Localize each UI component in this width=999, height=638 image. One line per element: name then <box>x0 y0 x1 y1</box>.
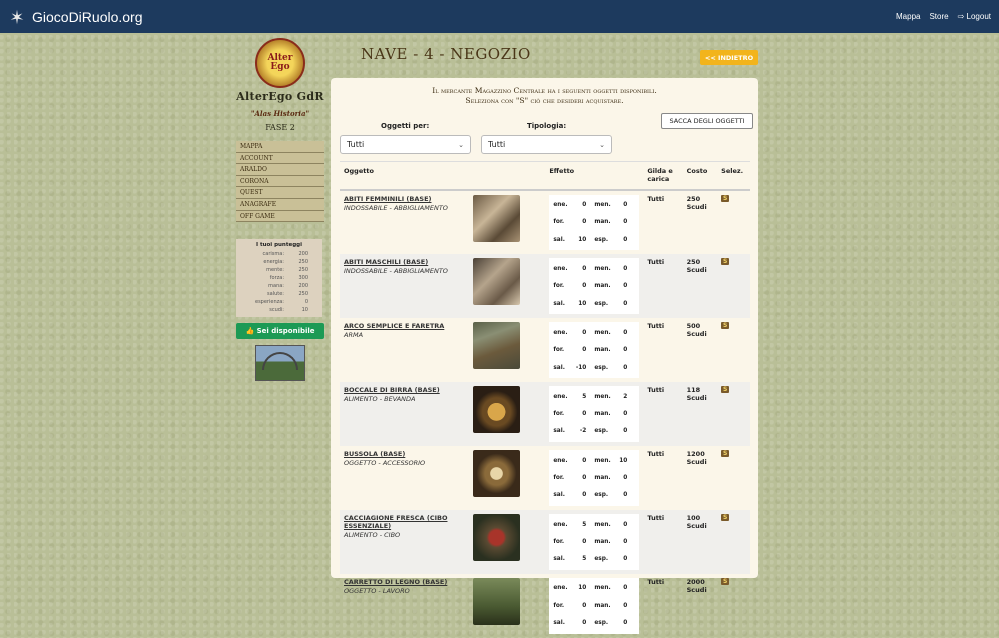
effect-value: 0 <box>623 411 628 418</box>
effect-label: sal. <box>553 364 565 371</box>
item-type: INDOSSABILE - ABBIGLIAMENTO <box>344 267 448 276</box>
filter-type-value: Tutti <box>488 140 506 149</box>
effect-label: man. <box>594 347 611 354</box>
effect-label: esp. <box>594 364 609 371</box>
item-gilda: Tutti <box>643 254 682 318</box>
item-type: ALIMENTO - CIBO <box>344 530 401 539</box>
page-title: NAVE - 4 - NEGOZIO <box>361 45 531 63</box>
point-row <box>238 282 320 290</box>
sidebar-item-mappa[interactable]: MAPPA <box>236 141 324 153</box>
item-name-link[interactable]: BUSSOLA (BASE) <box>344 450 406 459</box>
point-label: energia: <box>263 259 284 266</box>
alterego-logo <box>255 38 305 88</box>
effect-label: ene. <box>553 457 568 464</box>
effect-label: men. <box>594 202 611 209</box>
effect-label: for. <box>553 411 565 418</box>
item-select-cell <box>717 382 750 446</box>
point-row <box>238 250 320 258</box>
effect-label: ene. <box>553 329 568 336</box>
buy-s-icon[interactable]: S <box>723 513 728 521</box>
effect-label: men. <box>594 266 611 273</box>
point-value: 10 <box>301 307 308 314</box>
effect-label: esp. <box>594 492 609 499</box>
intro-line-2: Seleziona con "S" ciò che desideri acquistare. <box>465 96 624 105</box>
item-name-link[interactable]: ARCO SEMPLICE E FARETRA <box>344 322 445 331</box>
nav-logout-label: Logout <box>966 12 991 21</box>
item-cost: 100 Scudi <box>683 510 718 574</box>
effect-value: 0 <box>623 620 628 627</box>
points-box <box>236 239 322 317</box>
nav-mappa-link[interactable]: Mappa <box>896 12 921 21</box>
item-cell <box>340 254 469 318</box>
item-select-cell <box>717 254 750 318</box>
effect-box <box>549 514 639 570</box>
item-type: INDOSSABILE - ABBIGLIAMENTO <box>344 203 448 212</box>
buy-s-icon[interactable]: S <box>723 577 728 585</box>
item-effect-cell <box>545 190 643 255</box>
item-image-cell <box>469 446 545 510</box>
effect-value: 0 <box>623 538 628 545</box>
point-row <box>238 274 320 282</box>
item-type: OGGETTO - ACCESSORIO <box>344 459 426 468</box>
item-effect-cell <box>545 318 643 382</box>
game-subtitle: "Alas Historia" <box>250 109 310 118</box>
table-row <box>340 574 750 638</box>
thumbs-up-icon: 👍 <box>245 327 255 336</box>
effect-label: men. <box>594 329 611 336</box>
effect-value: 10 <box>619 457 628 464</box>
item-name-link[interactable]: ABITI MASCHILI (BASE) <box>344 258 429 267</box>
effect-value: 5 <box>582 556 587 563</box>
item-thumbnail[interactable] <box>473 578 520 625</box>
intro-line-1: Il mercante Magazzino Centrale ha i seguenti oggetti disponibili. <box>432 86 657 95</box>
effect-value: 0 <box>582 538 587 545</box>
point-value: 200 <box>298 283 308 290</box>
effect-box <box>549 322 639 378</box>
effect-label: men. <box>594 585 611 592</box>
effect-value: 10 <box>578 585 587 592</box>
item-thumbnail[interactable] <box>473 258 520 305</box>
item-gilda: Tutti <box>647 577 665 586</box>
item-cell <box>340 446 469 510</box>
item-cost: 2000 Scudi <box>686 577 707 594</box>
effect-label: men. <box>594 457 611 464</box>
header-gilda: Gilda e carica <box>643 162 682 190</box>
item-effect-cell <box>545 510 643 574</box>
sidebar-item-corona[interactable]: CORONA <box>236 176 324 188</box>
effect-value: 0 <box>623 219 628 226</box>
effect-label: man. <box>594 219 611 226</box>
effect-label: man. <box>594 602 611 609</box>
effect-value: 0 <box>623 556 628 563</box>
chevron-down-icon: ⌄ <box>599 140 605 149</box>
effect-value: 0 <box>623 329 628 336</box>
item-select-cell <box>717 510 750 574</box>
effect-label: esp. <box>594 620 609 627</box>
item-cost: 250 Scudi <box>683 254 718 318</box>
point-label: mente: <box>266 267 284 274</box>
effect-label: men. <box>594 393 611 400</box>
item-effect-cell <box>545 254 643 318</box>
effect-value: 5 <box>582 393 587 400</box>
point-value: 200 <box>298 251 308 258</box>
item-cost: 1200 Scudi <box>686 450 707 467</box>
effect-value: 0 <box>582 620 587 627</box>
item-thumbnail[interactable] <box>473 386 520 433</box>
item-type: ALIMENTO - BEVANDA <box>344 395 416 404</box>
effect-label: man. <box>594 475 611 481</box>
point-row <box>238 266 320 274</box>
effect-value: 0 <box>582 202 587 209</box>
sidebar-item-offgame[interactable]: OFF GAME <box>236 211 324 223</box>
effect-value: 0 <box>582 283 587 290</box>
effect-label: for. <box>553 283 565 290</box>
item-thumbnail[interactable] <box>473 450 520 497</box>
effect-label: ene. <box>553 202 568 209</box>
item-cost: 118 Scudi <box>683 382 718 446</box>
effect-value: 0 <box>582 457 587 464</box>
effect-label: ene. <box>553 393 568 400</box>
item-type: OGGETTO - LAVORO <box>344 586 410 595</box>
effect-value: 0 <box>623 428 628 435</box>
item-image-cell <box>469 254 545 318</box>
effect-label: esp. <box>594 556 609 563</box>
effect-value: 0 <box>623 521 628 528</box>
item-name-link[interactable]: CACCIAGIONE FRESCA (CIBO ESSENZIALE) <box>344 513 448 530</box>
buy-s-icon[interactable]: S <box>723 258 728 266</box>
points-title: I tuoi punteggi <box>256 242 302 249</box>
header-selez: Selez. <box>717 162 750 190</box>
location-image[interactable] <box>255 345 305 381</box>
item-image-cell <box>469 190 545 255</box>
effect-value: 0 <box>623 364 628 371</box>
item-cell <box>340 382 469 446</box>
effect-value: 10 <box>578 300 587 307</box>
item-image-cell <box>469 510 545 574</box>
table-row <box>340 254 750 318</box>
item-select-cell <box>717 190 750 255</box>
effect-label: ene. <box>553 585 568 592</box>
effect-value: 0 <box>582 347 587 354</box>
effect-value: 0 <box>623 283 628 290</box>
effect-label: esp. <box>594 236 609 243</box>
item-gilda: Tutti <box>647 322 665 331</box>
sidebar-item-araldo[interactable]: ARALDO <box>236 164 324 176</box>
effect-value: 0 <box>623 236 628 243</box>
point-value: 250 <box>298 291 308 298</box>
filters <box>331 106 758 156</box>
item-cost: 500 Scudi <box>686 322 707 339</box>
point-label: esperienza: <box>255 299 284 306</box>
effect-label: men. <box>594 521 611 528</box>
effect-label: sal. <box>553 492 565 499</box>
effect-label: sal. <box>553 428 565 435</box>
point-value: 250 <box>298 259 308 266</box>
effect-value: 0 <box>582 492 587 499</box>
effect-value: 0 <box>623 300 628 307</box>
item-thumbnail[interactable] <box>473 514 520 561</box>
game-title: AlterEgo GdR <box>236 90 324 103</box>
item-effect-cell <box>545 574 643 638</box>
point-row <box>238 290 320 298</box>
sidebar-menu <box>236 141 324 222</box>
effect-value: 10 <box>578 236 587 243</box>
table-header <box>340 162 750 190</box>
chevron-down-icon: ⌄ <box>458 140 464 149</box>
table-row <box>340 510 750 574</box>
point-label: scudi: <box>269 307 284 314</box>
item-thumbnail[interactable] <box>473 322 520 369</box>
effect-value: 0 <box>582 329 587 336</box>
buy-s-icon[interactable]: S <box>723 450 728 458</box>
effect-value: -10 <box>575 364 587 371</box>
sidebar-item-anagrafe[interactable]: ANAGRAFE <box>236 199 324 211</box>
point-row <box>238 258 320 266</box>
shop-panel <box>331 78 758 627</box>
effect-box <box>549 450 639 506</box>
game-phase: FASE 2 <box>265 123 295 132</box>
effect-label: for. <box>553 602 565 609</box>
item-gilda: Tutti <box>643 510 682 574</box>
point-label: salute: <box>267 291 284 298</box>
effect-value: 0 <box>623 585 628 592</box>
sacca-button[interactable]: SACCA DEGLI OGGETTI <box>661 113 753 129</box>
item-thumbnail[interactable] <box>473 195 520 242</box>
filter-type-select[interactable] <box>481 135 612 154</box>
item-gilda: Tutti <box>647 450 665 459</box>
logo-text: Alter Ego <box>267 53 293 72</box>
item-image-cell <box>469 382 545 446</box>
effect-box <box>549 195 639 251</box>
items-table <box>340 161 750 638</box>
effect-box <box>549 578 639 634</box>
item-effect-cell <box>545 382 643 446</box>
effect-label: esp. <box>594 428 609 435</box>
item-name-link[interactable]: BOCCALE DI BIRRA (BASE) <box>344 386 440 395</box>
effect-label: man. <box>594 538 611 545</box>
brand-name: GiocoDiRuolo.org <box>32 8 143 25</box>
point-row <box>238 306 320 314</box>
item-image-cell <box>469 318 545 382</box>
effect-label: sal. <box>553 300 565 307</box>
item-gilda: Tutti <box>643 382 682 446</box>
filter-objects-select[interactable] <box>340 135 471 154</box>
effect-label: man. <box>594 283 611 290</box>
item-cell <box>340 510 469 574</box>
sidebar-item-account[interactable]: ACCOUNT <box>236 153 324 165</box>
buy-s-icon[interactable]: S <box>723 322 728 330</box>
effect-value: 0 <box>623 475 628 481</box>
filter-objects-value: Tutti <box>347 140 365 149</box>
effect-label: sal. <box>553 556 565 563</box>
effect-value: -2 <box>579 428 587 435</box>
effect-value: 2 <box>623 393 628 400</box>
table-row <box>340 190 750 255</box>
sidebar <box>236 38 324 381</box>
item-effect-cell <box>545 446 643 510</box>
item-select-cell <box>717 318 750 382</box>
item-cost: 250 Scudi <box>686 194 707 211</box>
effect-label: ene. <box>553 266 568 273</box>
effect-box <box>549 258 639 314</box>
effect-value: 0 <box>582 475 587 481</box>
effect-value: 0 <box>582 602 587 609</box>
effect-label: for. <box>553 538 565 545</box>
item-name-link[interactable]: ABITI FEMMINILI (BASE) <box>344 194 432 203</box>
effect-label: ene. <box>553 521 568 528</box>
effect-value: 0 <box>623 202 628 209</box>
item-cell <box>340 318 469 382</box>
effect-label: esp. <box>594 300 609 307</box>
filter-type-label: Tipologia: <box>527 122 567 130</box>
item-type: ARMA <box>344 331 364 340</box>
effect-value: 0 <box>582 219 587 226</box>
table-row <box>340 382 750 446</box>
sidebar-item-quest[interactable]: QUEST <box>236 187 324 199</box>
effect-value: 0 <box>623 602 628 609</box>
effect-value: 0 <box>582 411 587 418</box>
effect-box <box>549 386 639 442</box>
item-name-link[interactable]: CARRETTO DI LEGNO (BASE) <box>344 577 448 586</box>
point-row <box>238 298 320 306</box>
effect-value: 0 <box>582 266 587 273</box>
brand[interactable] <box>8 8 143 26</box>
point-label: carisma: <box>262 251 284 258</box>
effect-value: 0 <box>623 266 628 273</box>
header-effetto: Effetto <box>545 162 643 190</box>
point-label: mana: <box>268 283 284 290</box>
table-row <box>340 446 750 510</box>
item-cell <box>340 190 469 255</box>
table-row <box>340 318 750 382</box>
buy-s-icon[interactable]: S <box>723 194 728 202</box>
effect-value: 5 <box>582 521 587 528</box>
header-costo: Costo <box>683 162 718 190</box>
effect-label: for. <box>553 219 565 226</box>
availability-label: Sei disponibile <box>256 327 315 336</box>
effect-label: for. <box>553 475 565 481</box>
header-oggetto: Oggetto <box>340 162 469 190</box>
filter-objects-label: Oggetti per: <box>381 122 430 130</box>
shop-intro <box>331 86 758 106</box>
header-image <box>469 162 545 190</box>
item-select-cell <box>717 446 750 510</box>
point-value: 0 <box>304 299 308 306</box>
buy-s-icon[interactable]: S <box>723 386 728 394</box>
effect-label: sal. <box>553 236 565 243</box>
back-button[interactable]: << INDIETRO <box>700 50 758 65</box>
item-gilda: Tutti <box>647 194 665 203</box>
effect-value: 0 <box>623 347 628 354</box>
dragon-logo-icon <box>8 8 26 26</box>
item-image-cell <box>469 574 545 638</box>
point-value: 250 <box>298 267 308 274</box>
point-label: forza: <box>269 275 284 282</box>
effect-label: for. <box>553 347 565 354</box>
logout-icon: ⇨ <box>957 12 965 21</box>
nav-store-link[interactable]: Store <box>929 12 949 21</box>
effect-label: man. <box>594 411 611 418</box>
nav-logout-link[interactable] <box>958 12 991 21</box>
availability-button[interactable] <box>236 323 324 339</box>
item-select-cell <box>717 574 750 638</box>
point-value: 300 <box>298 275 308 282</box>
effect-value: 0 <box>623 492 628 499</box>
top-navbar <box>0 0 999 33</box>
item-cell <box>340 574 469 638</box>
effect-label: sal. <box>553 620 565 627</box>
